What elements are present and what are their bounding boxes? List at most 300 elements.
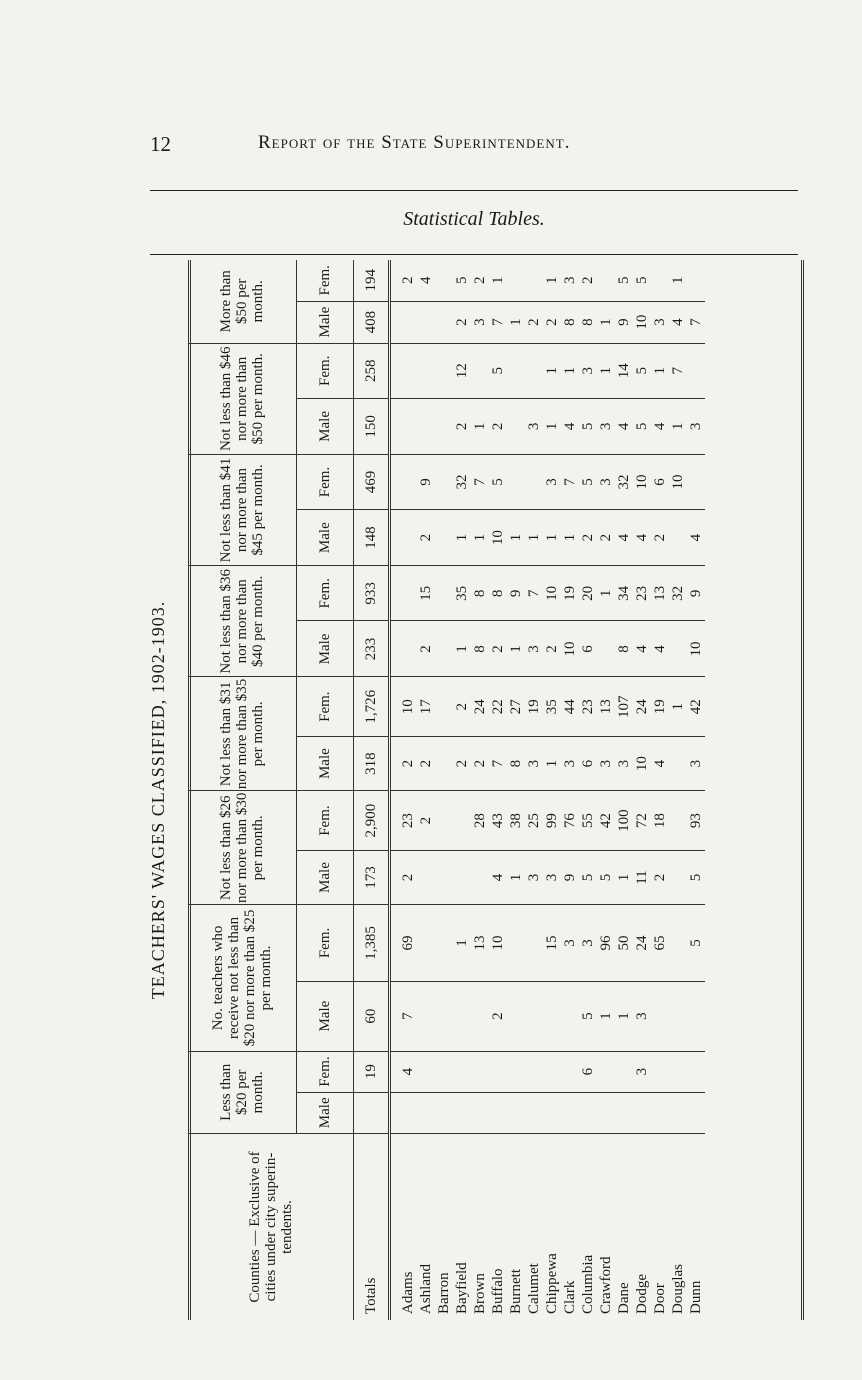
table-cell: 2 xyxy=(417,621,435,677)
table-cell: 8 xyxy=(507,736,525,790)
county-row xyxy=(435,260,453,1320)
table-cell: 2 xyxy=(489,398,507,454)
table-cell xyxy=(471,981,489,1051)
table-cell: 1 xyxy=(651,343,669,398)
table-cell xyxy=(543,1051,561,1092)
table-cell: 4 xyxy=(633,510,651,566)
table-cell: 13 xyxy=(471,905,489,981)
table-cell: 25 xyxy=(525,791,543,850)
table-cell: 13 xyxy=(651,566,669,621)
table-cell: 3 xyxy=(471,301,489,343)
table-cell xyxy=(417,981,435,1051)
table-cell: 24 xyxy=(633,677,651,736)
male-subheader: Male xyxy=(297,621,354,677)
table-cell: 11 xyxy=(633,850,651,904)
table-cell: 4 xyxy=(687,510,705,566)
county-row xyxy=(615,260,633,1320)
county-name: Door xyxy=(652,1283,668,1314)
table-cell xyxy=(435,905,453,981)
table-cell xyxy=(561,1051,579,1092)
table-cell xyxy=(417,398,435,454)
table-cell: 42 xyxy=(687,677,705,736)
table-cell: 20 xyxy=(579,566,597,621)
table-cell: 10 xyxy=(543,566,561,621)
table-cell xyxy=(435,454,453,509)
table-cell: 3 xyxy=(525,736,543,790)
table-cell: 10 xyxy=(633,454,651,509)
table-cell xyxy=(453,1092,471,1133)
table-cell: 4 xyxy=(615,510,633,566)
table-cell xyxy=(453,791,471,850)
table-cell: 3 xyxy=(543,850,561,904)
table-cell: 93 xyxy=(687,791,705,850)
county-name: Columbia xyxy=(580,1254,596,1314)
table-cell: 1 xyxy=(669,398,687,454)
totals-cell: 469 xyxy=(354,454,390,509)
table-cell: 2 xyxy=(543,621,561,677)
table-cell xyxy=(417,905,435,981)
table-cell xyxy=(507,454,525,509)
table-cell: 17 xyxy=(417,677,435,736)
table-cell: 2 xyxy=(489,621,507,677)
table-cell: 6 xyxy=(579,1051,597,1092)
table-cell xyxy=(687,1092,705,1133)
table-cell: 1 xyxy=(543,736,561,790)
table-cell: 2 xyxy=(543,301,561,343)
table-cell: 1 xyxy=(507,850,525,904)
table-cell xyxy=(507,398,525,454)
table-cell xyxy=(390,398,418,454)
table-cell: 3 xyxy=(543,454,561,509)
table-cell: 3 xyxy=(633,981,651,1051)
table-cell: 2 xyxy=(417,510,435,566)
table-cell: 24 xyxy=(471,677,489,736)
table-cell: 2 xyxy=(417,791,435,850)
table-cell xyxy=(633,1092,651,1133)
table-cell xyxy=(651,1092,669,1133)
table-cell: 3 xyxy=(525,850,543,904)
table-cell: 5 xyxy=(453,260,471,301)
table-cell xyxy=(687,343,705,398)
table-cell: 1 xyxy=(453,510,471,566)
table-cell xyxy=(687,1051,705,1092)
table-cell xyxy=(435,621,453,677)
table-cell: 76 xyxy=(561,791,579,850)
table-cell xyxy=(507,1051,525,1092)
totals-cell: 933 xyxy=(354,566,390,621)
female-subheader: Fem. xyxy=(297,566,354,621)
table-cell: 5 xyxy=(597,850,615,904)
table-cell: 15 xyxy=(417,566,435,621)
totals-cell: 258 xyxy=(354,343,390,398)
table-cell xyxy=(435,566,453,621)
table-cell xyxy=(417,850,435,904)
table-cell xyxy=(390,1092,418,1133)
table-cell: 1 xyxy=(453,905,471,981)
table-cell: 3 xyxy=(597,398,615,454)
table-cell: 2 xyxy=(453,677,471,736)
table-cell xyxy=(417,1051,435,1092)
table-cell xyxy=(525,260,543,301)
table-cell xyxy=(471,1051,489,1092)
county-row xyxy=(417,260,435,1320)
table-cell xyxy=(525,343,543,398)
table-cell: 7 xyxy=(390,981,418,1051)
female-subheader: Fem. xyxy=(297,454,354,509)
table-cell: 8 xyxy=(471,621,489,677)
table-cell: 4 xyxy=(390,1051,418,1092)
table-cell: 19 xyxy=(561,566,579,621)
table-cell: 2 xyxy=(651,510,669,566)
table-cell: 7 xyxy=(561,454,579,509)
table-cell: 1 xyxy=(525,510,543,566)
group-header: Not less than $46 nor more than $50 per month. xyxy=(188,343,297,454)
county-row xyxy=(687,260,705,1320)
table-cell xyxy=(525,454,543,509)
page-number: 12 xyxy=(150,132,171,156)
table-cell: 5 xyxy=(579,981,597,1051)
county-row xyxy=(651,260,669,1320)
table-cell: 5 xyxy=(633,398,651,454)
table-cell xyxy=(471,1092,489,1133)
table-cell: 100 xyxy=(615,791,633,850)
table-cell: 1 xyxy=(597,301,615,343)
table-cell: 23 xyxy=(390,791,418,850)
table-cell xyxy=(669,981,687,1051)
table-cell: 2 xyxy=(390,260,418,301)
table-cell: 12 xyxy=(453,343,471,398)
female-subheader: Fem. xyxy=(297,905,354,981)
county-row xyxy=(471,260,489,1320)
table-cell: 7 xyxy=(525,566,543,621)
county-column-header: Counties — Exclusive of cities under city superin- tendents. xyxy=(188,1134,354,1321)
table-cell xyxy=(687,981,705,1051)
county-name: Chippewa xyxy=(544,1253,560,1314)
table-cell xyxy=(525,905,543,981)
totals-cell: 148 xyxy=(354,510,390,566)
table-cell: 5 xyxy=(687,905,705,981)
table-cell xyxy=(507,343,525,398)
table-cell: 1 xyxy=(615,981,633,1051)
group-header: No. teachers who receive not less than $20 nor more than $25 per month. xyxy=(188,905,297,1051)
county-name: Burnett xyxy=(508,1269,524,1314)
table-cell xyxy=(435,260,453,301)
table-cell: 9 xyxy=(507,566,525,621)
table-cell: 10 xyxy=(633,736,651,790)
table-cell xyxy=(525,981,543,1051)
table-cell: 3 xyxy=(561,736,579,790)
table-cell xyxy=(561,1092,579,1133)
table-cell: 1 xyxy=(597,981,615,1051)
table-cell: 8 xyxy=(489,566,507,621)
county-name: Ashland xyxy=(418,1264,434,1314)
table-cell: 1 xyxy=(507,301,525,343)
county-name: Bayfield xyxy=(454,1262,470,1314)
table-cell: 19 xyxy=(525,677,543,736)
table-cell xyxy=(669,791,687,850)
table-cell xyxy=(651,981,669,1051)
table-cell xyxy=(597,1051,615,1092)
table-cell: 44 xyxy=(561,677,579,736)
table-cell xyxy=(390,566,418,621)
table-cell: 5 xyxy=(633,343,651,398)
table-cell: 99 xyxy=(543,791,561,850)
table-cell: 8 xyxy=(615,621,633,677)
table-cell: 34 xyxy=(615,566,633,621)
county-name: Dunn xyxy=(688,1280,704,1314)
table-cell: 10 xyxy=(669,454,687,509)
table-cell xyxy=(435,398,453,454)
male-subheader: Male xyxy=(297,981,354,1051)
table-cell: 2 xyxy=(390,850,418,904)
table-cell xyxy=(669,736,687,790)
table-cell xyxy=(507,981,525,1051)
table-cell: 7 xyxy=(471,454,489,509)
totals-cell: 194 xyxy=(354,260,390,301)
table-cell: 23 xyxy=(579,677,597,736)
table-cell xyxy=(615,1092,633,1133)
totals-cell: 173 xyxy=(354,850,390,904)
table-cell: 10 xyxy=(633,301,651,343)
county-row xyxy=(507,260,525,1320)
table-cell xyxy=(471,343,489,398)
table-cell: 32 xyxy=(453,454,471,509)
female-subheader: Fem. xyxy=(297,1051,354,1092)
county-row xyxy=(525,260,543,1320)
table-cell xyxy=(669,510,687,566)
table-cell xyxy=(543,981,561,1051)
table-cell: 32 xyxy=(615,454,633,509)
table-cell xyxy=(597,260,615,301)
table-cell: 19 xyxy=(651,677,669,736)
table-cell: 38 xyxy=(507,791,525,850)
table-cell: 3 xyxy=(687,736,705,790)
table-cell xyxy=(453,1051,471,1092)
totals-cell: 318 xyxy=(354,736,390,790)
table-cell: 6 xyxy=(651,454,669,509)
running-head: Report of the State Superintendent. xyxy=(258,132,571,153)
table-cell: 2 xyxy=(471,736,489,790)
table-cell xyxy=(435,981,453,1051)
table-cell: 107 xyxy=(615,677,633,736)
table-cell: 1 xyxy=(597,343,615,398)
table-cell xyxy=(669,1051,687,1092)
table-cell: 9 xyxy=(615,301,633,343)
table-cell: 2 xyxy=(651,850,669,904)
female-subheader: Fem. xyxy=(297,791,354,850)
table-cell: 5 xyxy=(633,260,651,301)
table-cell: 43 xyxy=(489,791,507,850)
table-cell: 5 xyxy=(579,850,597,904)
table-cell: 1 xyxy=(507,621,525,677)
table-cell: 10 xyxy=(687,621,705,677)
totals-cell: 408 xyxy=(354,301,390,343)
table-cell xyxy=(669,905,687,981)
totals-row xyxy=(354,260,390,1320)
totals-cell: 60 xyxy=(354,981,390,1051)
table-cell: 15 xyxy=(543,905,561,981)
table-cell: 1 xyxy=(489,260,507,301)
table-cell: 27 xyxy=(507,677,525,736)
table-cell: 3 xyxy=(633,1051,651,1092)
table-cell xyxy=(579,1092,597,1133)
table-cell: 2 xyxy=(453,301,471,343)
totals-cell: 150 xyxy=(354,398,390,454)
male-subheader: Male xyxy=(297,1092,354,1133)
totals-cell xyxy=(354,1092,390,1133)
table-cell: 2 xyxy=(417,736,435,790)
table-cell: 4 xyxy=(633,621,651,677)
county-name: Barron xyxy=(436,1272,452,1314)
table-cell: 5 xyxy=(489,454,507,509)
female-subheader: Fem. xyxy=(297,260,354,301)
table-cell xyxy=(390,510,418,566)
table-cell xyxy=(597,1092,615,1133)
table-cell xyxy=(417,301,435,343)
county-row xyxy=(453,260,471,1320)
table-cell: 23 xyxy=(633,566,651,621)
table-cell: 22 xyxy=(489,677,507,736)
table-cell: 10 xyxy=(489,905,507,981)
table-cell xyxy=(417,1092,435,1133)
totals-cell: 19 xyxy=(354,1051,390,1092)
table-cell: 28 xyxy=(471,791,489,850)
table-cell: 7 xyxy=(489,736,507,790)
table-cell xyxy=(597,621,615,677)
table-cell: 2 xyxy=(579,260,597,301)
table-cell: 1 xyxy=(561,510,579,566)
totals-label: Totals xyxy=(354,1134,390,1321)
table-cell: 4 xyxy=(669,301,687,343)
table-cell: 1 xyxy=(543,510,561,566)
table-cell: 1 xyxy=(471,398,489,454)
table-cell: 3 xyxy=(651,301,669,343)
table-cell: 2 xyxy=(390,736,418,790)
table-cell: 10 xyxy=(489,510,507,566)
male-subheader: Male xyxy=(297,736,354,790)
table-cell: 1 xyxy=(597,566,615,621)
county-name: Dane xyxy=(616,1282,632,1314)
table-cell xyxy=(687,260,705,301)
table-cell: 1 xyxy=(471,510,489,566)
table-cell: 4 xyxy=(417,260,435,301)
table-cell: 6 xyxy=(579,736,597,790)
group-header: Not less than $26 nor more than $30 per month. xyxy=(188,791,297,905)
table-cell: 69 xyxy=(390,905,418,981)
table-cell: 55 xyxy=(579,791,597,850)
table-cell xyxy=(615,1051,633,1092)
county-name: Douglas xyxy=(670,1264,686,1314)
male-subheader: Male xyxy=(297,301,354,343)
table-cell xyxy=(669,850,687,904)
female-subheader: Fem. xyxy=(297,677,354,736)
county-row xyxy=(669,260,687,1320)
table-cell: 35 xyxy=(453,566,471,621)
male-subheader: Male xyxy=(297,850,354,904)
table-cell: 2 xyxy=(525,301,543,343)
table-cell xyxy=(390,454,418,509)
table-cell: 9 xyxy=(687,566,705,621)
table-cell xyxy=(435,677,453,736)
table-cell: 1 xyxy=(453,621,471,677)
group-header: Less than $20 per month. xyxy=(188,1051,297,1133)
table-cell: 24 xyxy=(633,905,651,981)
table-cell: 3 xyxy=(579,905,597,981)
table-cell: 1 xyxy=(507,510,525,566)
table-cell xyxy=(471,850,489,904)
county-row xyxy=(390,260,418,1320)
rule-top xyxy=(150,190,798,191)
county-name: Calumet xyxy=(526,1263,542,1314)
table-cell xyxy=(525,1051,543,1092)
table-cell: 5 xyxy=(579,398,597,454)
table-cell xyxy=(669,1092,687,1133)
table-cell xyxy=(489,1092,507,1133)
table-cell: 5 xyxy=(489,343,507,398)
table-cell xyxy=(435,301,453,343)
table-cell: 7 xyxy=(687,301,705,343)
county-row xyxy=(561,260,579,1320)
table-cell: 4 xyxy=(651,621,669,677)
table-cell: 7 xyxy=(669,343,687,398)
table-cell xyxy=(390,621,418,677)
table-cell: 72 xyxy=(633,791,651,850)
table-cell xyxy=(435,791,453,850)
table-cell: 4 xyxy=(651,736,669,790)
table-cell: 3 xyxy=(597,736,615,790)
table-cell: 1 xyxy=(543,343,561,398)
table-cell: 96 xyxy=(597,905,615,981)
county-row xyxy=(633,260,651,1320)
table-cell: 3 xyxy=(615,736,633,790)
table-cell xyxy=(435,343,453,398)
table-cell xyxy=(417,343,435,398)
table-cell: 2 xyxy=(471,260,489,301)
table-cell: 2 xyxy=(489,981,507,1051)
county-name: Crawford xyxy=(598,1256,614,1314)
table-cell: 10 xyxy=(561,621,579,677)
table-cell: 9 xyxy=(561,850,579,904)
table-cell: 1 xyxy=(543,260,561,301)
county-row xyxy=(597,260,615,1320)
table-cell xyxy=(543,1092,561,1133)
wages-table xyxy=(188,260,705,1320)
table-cell: 13 xyxy=(597,677,615,736)
table-cell: 4 xyxy=(651,398,669,454)
totals-cell: 1,385 xyxy=(354,905,390,981)
table-cell: 4 xyxy=(489,850,507,904)
county-row xyxy=(579,260,597,1320)
table-cell: 5 xyxy=(579,454,597,509)
table-cell: 1 xyxy=(561,343,579,398)
table-cell xyxy=(390,343,418,398)
table-cell xyxy=(435,1092,453,1133)
table-cell: 65 xyxy=(651,905,669,981)
table-cell xyxy=(453,981,471,1051)
table-cell: 3 xyxy=(525,621,543,677)
totals-cell: 2,900 xyxy=(354,791,390,850)
table-cell: 2 xyxy=(453,736,471,790)
table-cell: 18 xyxy=(651,791,669,850)
table-cell: 2 xyxy=(579,510,597,566)
male-subheader: Male xyxy=(297,510,354,566)
table-cell: 3 xyxy=(525,398,543,454)
table-cell xyxy=(507,1092,525,1133)
table-cell: 8 xyxy=(579,301,597,343)
table-cell: 32 xyxy=(669,566,687,621)
table-cell: 42 xyxy=(597,791,615,850)
totals-cell: 1,726 xyxy=(354,677,390,736)
